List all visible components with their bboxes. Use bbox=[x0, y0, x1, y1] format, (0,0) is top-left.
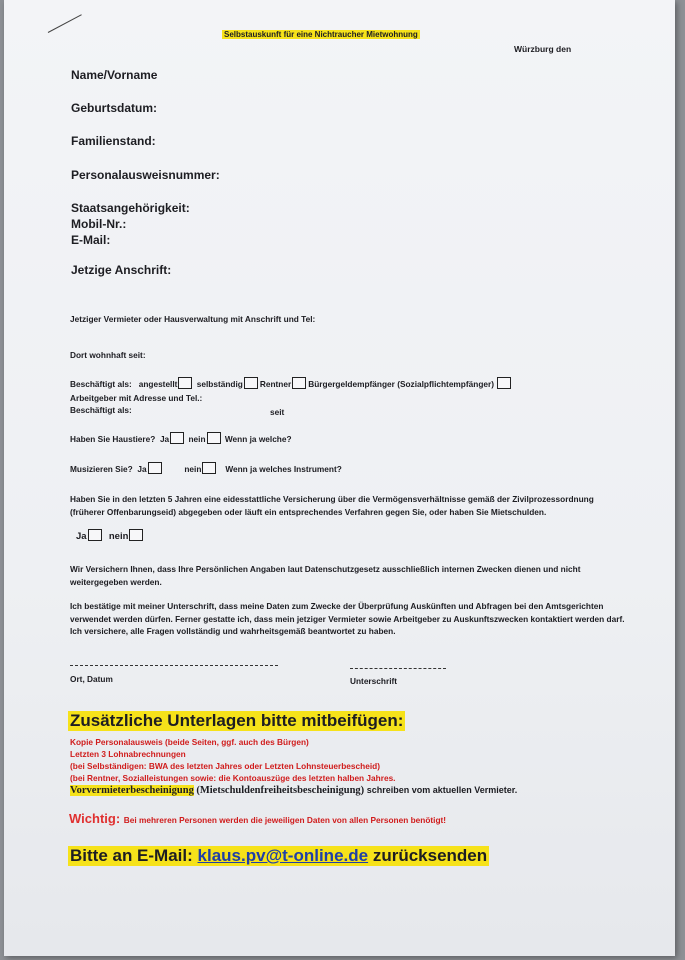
landlord-label: Jetziger Vermieter oder Hausverwaltung mit Anschrift und Tel: bbox=[70, 314, 316, 324]
field-name: Name/Vorname bbox=[71, 68, 158, 82]
checkbox-music-yes[interactable] bbox=[148, 462, 162, 474]
employment-row bbox=[70, 377, 513, 389]
pets-row bbox=[70, 432, 292, 444]
prev-landlord-highlight: Vorvermieterbescheinigung bbox=[70, 785, 194, 796]
employment-opt-retired: Rentner bbox=[259, 379, 292, 389]
checkbox-pets-no[interactable] bbox=[207, 432, 221, 444]
checkbox-employed[interactable] bbox=[178, 377, 192, 389]
oath-question: Haben Sie in den letzten 5 Jahren eine eidesstattliche Versicherung über die Vermögensverhältnisse gemäß der Zivilprozessordnung (früherer Offenbarungseid) abgegeben oder läuft ein entsprechendes Verfahren gegen Sie, oder haben Sie Mietschulden. bbox=[70, 494, 594, 517]
checkbox-selfemployed[interactable] bbox=[244, 377, 258, 389]
pets-no-label: nein bbox=[188, 434, 206, 444]
send-suffix: zurücksenden bbox=[372, 846, 488, 865]
signature-label: Unterschrift bbox=[350, 676, 398, 686]
consent-statement: Ich bestätige mit meiner Unterschrift, dass meine Daten zum Zwecke der Überprüfung Auskünften und Abfragen bei den Amtsgerichten verwendet werden dürfen. Ferner gestatte ich, dass mein jetziger Vermieter sowie Arbeitgeber zu Auskunftszwecken kontaktiert werden darf. Ich versichere, alle Fragen vollständig und wahrheitsgemäß beantwortet zu haben. bbox=[70, 601, 625, 636]
prev-landlord-rest: schreiben vom aktuellen Vermieter. bbox=[366, 785, 518, 795]
pets-which: Wenn ja welche? bbox=[224, 434, 292, 444]
doc-item-3: (bei Selbständigen: BWA des letzten Jahres oder Letzten Lohnsteuerbescheid) bbox=[70, 761, 380, 771]
signature-line-sign bbox=[350, 668, 446, 669]
employment-opt-benefits: Bürgergeldempfänger (Sozialpflichtempfänger) bbox=[308, 379, 494, 389]
oath-row bbox=[76, 529, 145, 542]
oath-no-label: nein bbox=[108, 531, 129, 542]
pen-mark bbox=[48, 14, 82, 33]
music-yes-label: Ja bbox=[137, 464, 147, 474]
employer-label: Arbeitgeber mit Adresse und Tel.: bbox=[70, 393, 203, 403]
doc-item-1: Kopie Personalausweis (beide Seiten, ggf. auch des Bürgen) bbox=[70, 737, 309, 747]
prev-landlord-row bbox=[70, 785, 517, 796]
field-address: Jetzige Anschrift: bbox=[71, 263, 172, 277]
employment-opt-selfemployed: selbständig bbox=[196, 379, 243, 389]
employment-opt-employed: angestellt bbox=[138, 379, 178, 389]
prev-landlord-paren: (Mietschuldenfreiheitsbescheinigung) bbox=[196, 785, 365, 796]
pets-yes-label: Ja bbox=[159, 434, 170, 444]
send-prefix: Bitte an E-Mail: bbox=[70, 846, 193, 865]
pets-question: Haben Sie Haustiere? bbox=[70, 434, 156, 444]
checkbox-pets-yes[interactable] bbox=[170, 432, 184, 444]
signature-line-place bbox=[70, 665, 278, 666]
oath-yes-label: Ja bbox=[76, 531, 87, 542]
form-title: Selbstauskunft für eine Nichtraucher Mietwohnung bbox=[224, 30, 418, 39]
doc-item-2: Letzten 3 Lohnabrechnungen bbox=[70, 749, 186, 759]
place-date-header: Würzburg den bbox=[514, 44, 572, 54]
checkbox-oath-no[interactable] bbox=[129, 529, 143, 541]
privacy-statement: Wir Versichern Ihnen, dass Ihre Persönlichen Angaben laut Datenschutzgesetz ausschließlich internen Zwecken dienen und nicht weitergegeben werden. bbox=[70, 564, 581, 587]
checkbox-music-no[interactable] bbox=[202, 462, 216, 474]
checkbox-benefits[interactable] bbox=[497, 377, 511, 389]
documents-heading: Zusätzliche Unterlagen bitte mitbeifügen: bbox=[70, 711, 404, 730]
field-email: E-Mail: bbox=[71, 233, 111, 247]
resident-since-label: Dort wohnhaft seit: bbox=[70, 350, 146, 360]
music-which: Wenn ja welches Instrument? bbox=[225, 464, 342, 474]
music-no-label: nein bbox=[184, 464, 202, 474]
field-id-number: Personalausweisnummer: bbox=[71, 168, 220, 182]
music-row bbox=[70, 462, 342, 474]
checkbox-retired[interactable] bbox=[292, 377, 306, 389]
music-question: Musizieren Sie? bbox=[70, 464, 133, 474]
field-nationality: Staatsangehörigkeit: bbox=[71, 201, 190, 215]
important-text: Bei mehreren Personen werden die jeweiligen Daten von allen Personen benötigt! bbox=[123, 815, 447, 825]
place-date-label: Ort, Datum bbox=[70, 674, 113, 684]
important-row bbox=[69, 811, 446, 826]
email-link[interactable]: klaus.pv@t-online.de bbox=[197, 846, 369, 865]
since-label: seit bbox=[270, 407, 285, 417]
send-email-row bbox=[68, 846, 489, 866]
checkbox-oath-yes[interactable] bbox=[88, 529, 102, 541]
employment-label: Beschäftigt als: bbox=[70, 379, 132, 389]
field-marital-status: Familienstand: bbox=[71, 134, 156, 148]
form-sheet bbox=[4, 0, 675, 956]
field-birthdate: Geburtsdatum: bbox=[71, 101, 158, 115]
field-mobile: Mobil-Nr.: bbox=[71, 217, 127, 231]
employed-as-label: Beschäftigt als: bbox=[70, 405, 132, 415]
important-label: Wichtig: bbox=[69, 811, 121, 826]
doc-item-4: (bei Rentner, Sozialleistungen sowie: die Kontoauszüge des letzten halben Jahres. bbox=[70, 773, 396, 783]
